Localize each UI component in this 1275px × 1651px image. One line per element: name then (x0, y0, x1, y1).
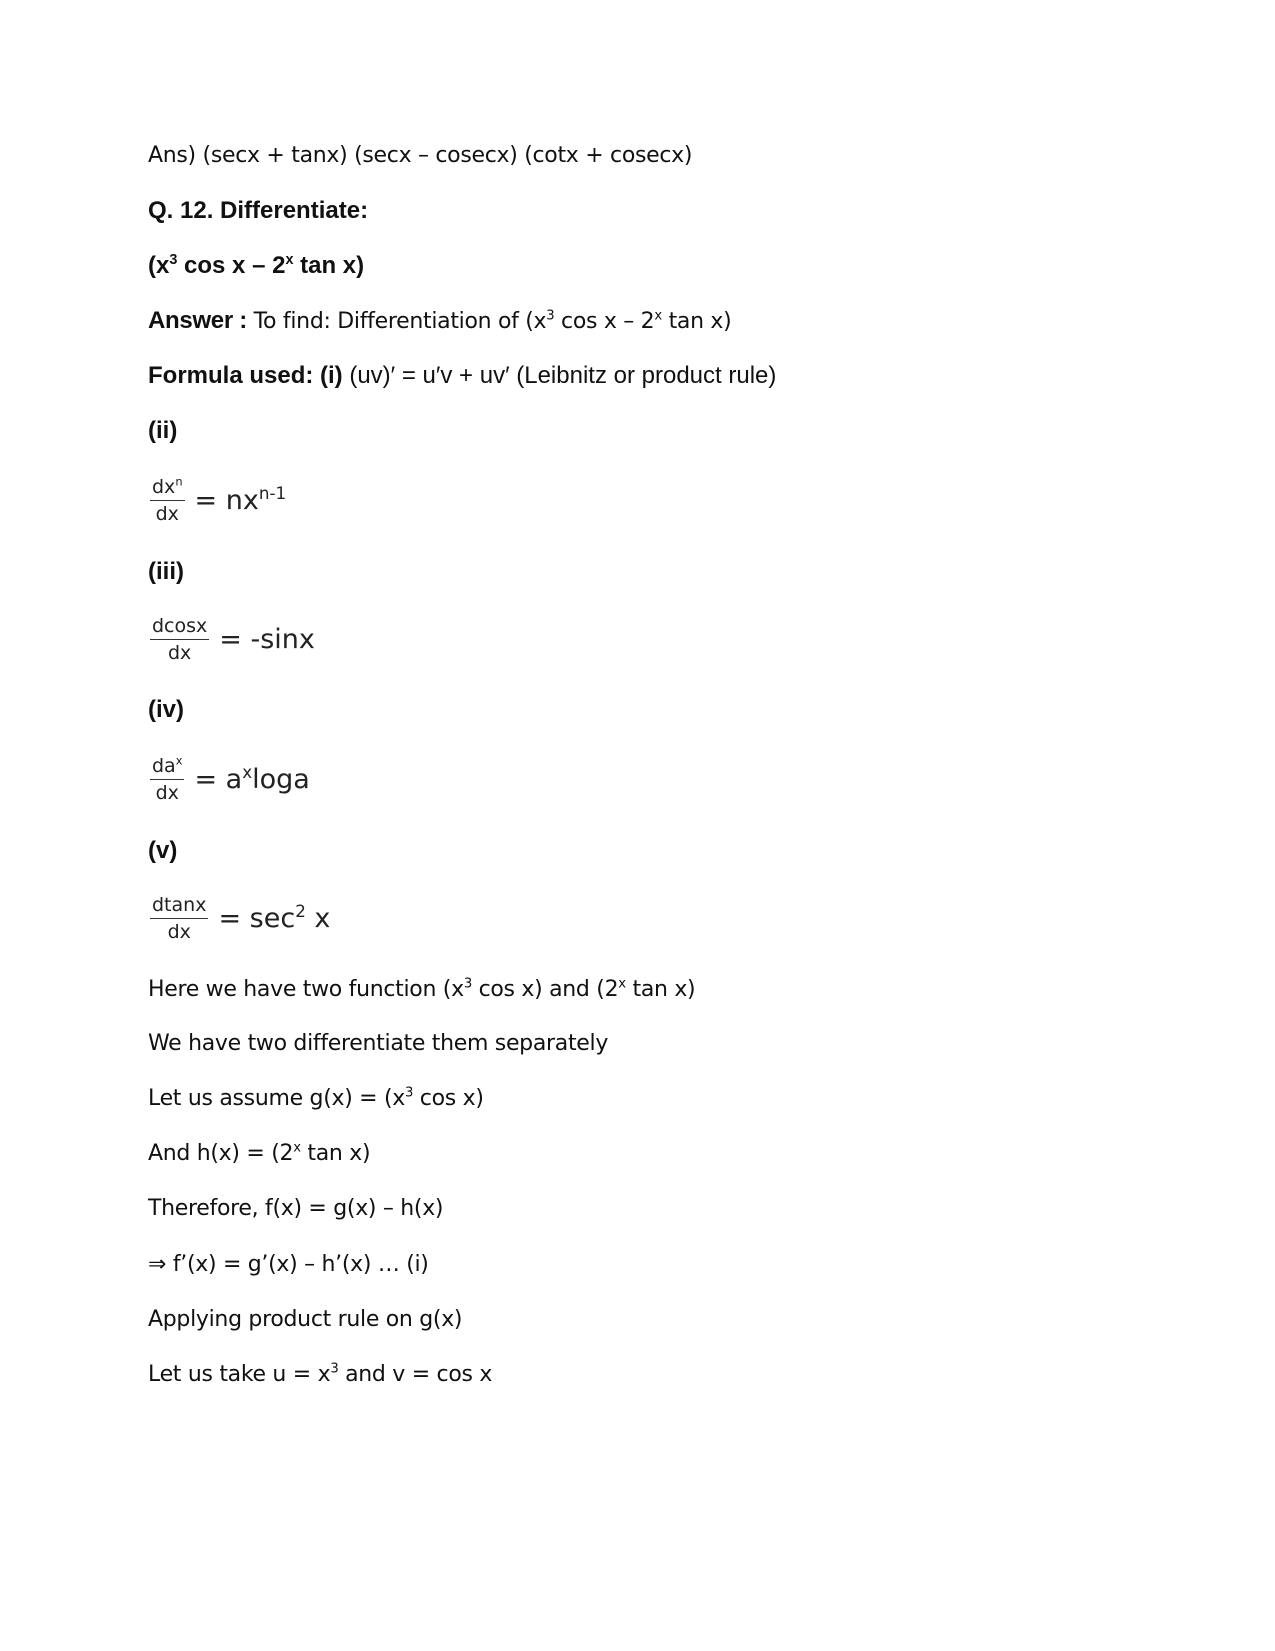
rhs-superscript: 2 (295, 900, 306, 921)
answer-line (148, 306, 731, 337)
expr-superscript: x (285, 252, 294, 268)
numerator-text: dcosx (152, 614, 208, 637)
rhs-superscript: x (242, 761, 253, 782)
text-part: And h(x) = (2 (148, 1141, 294, 1166)
superscript: 3 (463, 976, 472, 992)
formula-rhs (194, 482, 287, 516)
fraction (150, 475, 185, 526)
answer-superscript: 3 (546, 308, 555, 324)
text-part: tan x) (625, 977, 696, 1002)
answer-text: cos x – 2 (554, 309, 655, 334)
fraction (150, 893, 208, 944)
formula-label-v: (v) (148, 837, 178, 864)
define-h-line (148, 1139, 370, 1169)
answer-label: Answer : (148, 307, 247, 334)
formula-label-ii: (ii) (148, 417, 178, 444)
expr-superscript: 3 (169, 252, 178, 268)
denominator: dx (155, 502, 179, 525)
therefore-line: Therefore, f(x) = g(x) – h(x) (148, 1196, 444, 1221)
numerator-superscript: x (175, 753, 183, 768)
formula-tan-derivative (150, 888, 330, 948)
superscript: 3 (405, 1085, 414, 1101)
previous-answer-line: Ans) (secx + tanx) (secx – cosecx) (cotx + cosecx) (148, 143, 693, 168)
text-part: Let us assume g(x) = (x (148, 1086, 406, 1111)
fraction (150, 614, 209, 665)
text-part: cos x) and (2 (471, 977, 619, 1002)
numerator (150, 893, 208, 919)
formula-power-rule (150, 470, 286, 530)
denominator: dx (167, 641, 192, 664)
denominator: dx (167, 920, 191, 943)
superscript: x (618, 976, 626, 992)
expr-part: (x (148, 252, 170, 279)
numerator (150, 754, 184, 780)
formula-used-line (148, 361, 776, 391)
rhs-text: = a (194, 763, 243, 795)
numerator-text: da (152, 754, 176, 777)
rhs-tail: x (305, 902, 331, 934)
answer-text: To find: Differentiation of (x (246, 309, 547, 334)
rhs-superscript: n-1 (258, 482, 287, 503)
formula-rhs (194, 761, 310, 795)
superscript: x (293, 1140, 301, 1156)
formula-label-iv: (iv) (148, 696, 184, 723)
rhs-text: = nx (194, 484, 259, 516)
formula-exponential-derivative (150, 749, 310, 809)
rhs-tail: loga (252, 763, 310, 795)
question-heading: Q. 12. Differentiate: (148, 197, 369, 224)
rhs-text: = -sinx (219, 623, 315, 655)
fraction (150, 754, 184, 805)
assume-g-line (148, 1084, 484, 1114)
numerator (150, 475, 185, 501)
implies-line: ⇒ f’(x) = g’(x) – h’(x) … (i) (148, 1252, 429, 1277)
let-u-v-line (148, 1360, 492, 1390)
numerator (150, 614, 209, 640)
formula-used-text: (uv)′ = u′v + uv′ (Leibnitz or product rule) (342, 362, 777, 389)
text-part: and v = cos x (338, 1362, 493, 1387)
expr-part: tan x) (293, 252, 365, 279)
formula-cos-derivative (150, 609, 315, 669)
rhs-text: = sec (218, 902, 296, 934)
numerator-text: dtanx (152, 893, 207, 916)
answer-superscript: x (654, 308, 662, 324)
denominator: dx (155, 781, 179, 804)
superscript: 3 (330, 1361, 339, 1377)
formula-rhs (218, 900, 331, 934)
here-two-functions-line (148, 975, 695, 1005)
text-part: Here we have two function (x (148, 977, 464, 1002)
formula-label-iii: (iii) (148, 558, 184, 585)
text-part: Let us take u = x (148, 1362, 331, 1387)
numerator-superscript: n (175, 474, 183, 489)
numerator-text: dx (152, 475, 176, 498)
formula-rhs (219, 624, 315, 655)
text-part: tan x) (300, 1141, 371, 1166)
formula-used-label: Formula used: (i) (148, 362, 343, 389)
expr-part: cos x – 2 (177, 252, 286, 279)
text-part: cos x) (413, 1086, 484, 1111)
question-expression (148, 251, 364, 281)
applying-product-rule-line: Applying product rule on g(x) (148, 1307, 463, 1332)
answer-text: tan x) (661, 309, 732, 334)
differentiate-separately-line: We have two differentiate them separately (148, 1031, 609, 1056)
